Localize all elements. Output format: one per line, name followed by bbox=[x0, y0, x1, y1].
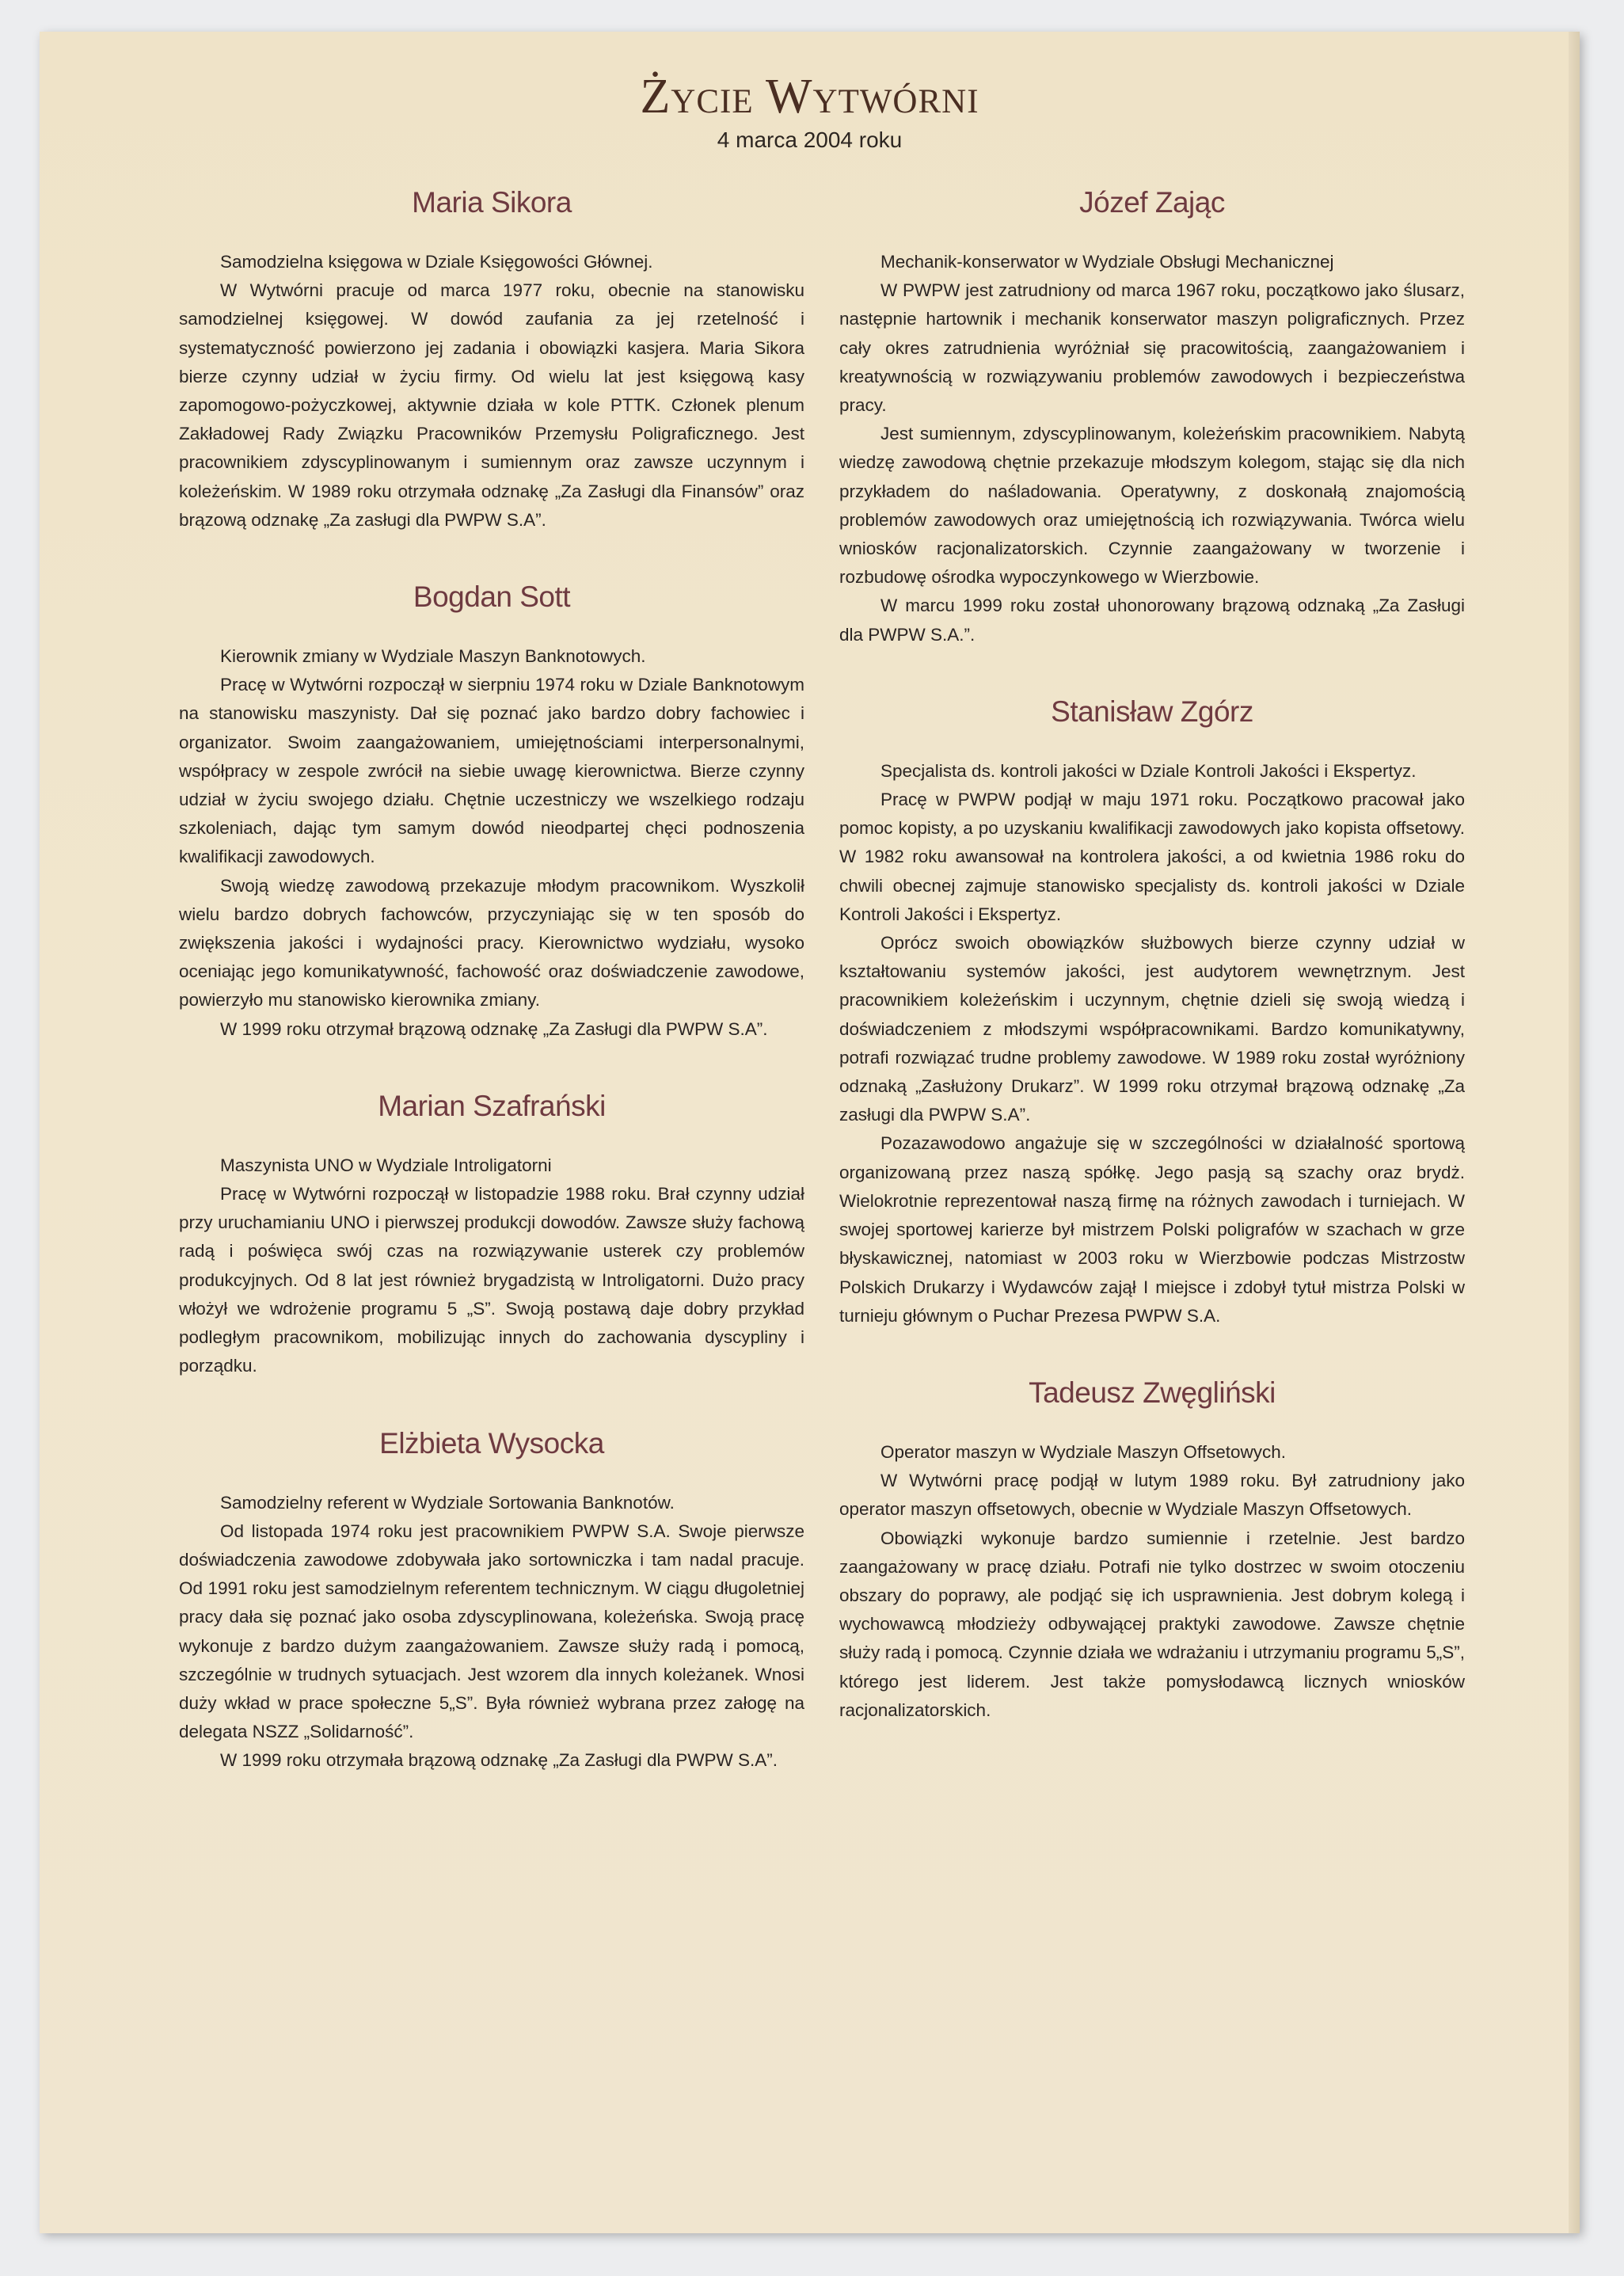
right-column bbox=[839, 186, 1465, 1771]
profile-section bbox=[179, 1427, 804, 1776]
profile-name: Elżbieta Wysocka bbox=[379, 1426, 604, 1460]
profile-section bbox=[179, 580, 804, 1044]
masthead bbox=[40, 71, 1580, 153]
profile-paragraph: W 1999 roku otrzymał brązową odznakę „Za Zasługi dla PWPW S.A”. bbox=[220, 1018, 768, 1039]
profile-name: Maria Sikora bbox=[412, 186, 572, 219]
profile-role: Kierownik zmiany w Wydziale Maszyn Banknotowych. bbox=[220, 646, 646, 667]
profile-role: Samodzielny referent w Wydziale Sortowania Banknotów. bbox=[220, 1492, 675, 1513]
masthead-date: 4 marca 2004 roku bbox=[717, 128, 903, 153]
profile-section bbox=[179, 1090, 804, 1381]
profile-role: Operator maszyn w Wydziale Maszyn Offsetowych. bbox=[880, 1441, 1287, 1462]
profile-paragraph: Pracę w Wytwórni rozpoczął w listopadzie 1988 roku. Brał czynny udział przy uruchamianiu UNO i pierwszej produkcji dowodów. Zawsze służy fachową radą i poświęca swój czas na rozwiązywanie usterek czy problemów produkcyjnych. Od 8 lat jest również brygadzistą w Introligatorni. Dużo pracy włożył we wdrożenie programu 5 „S”. Swoją postawą daje dobry przykład podległym pracownikom, mobilizując innych do zachowania dyscypliny i porządku. bbox=[179, 1184, 804, 1376]
profile-role: Specjalista ds. kontroli jakości w Dziale Kontroli Jakości i Ekspertyz. bbox=[880, 760, 1417, 781]
profile-paragraph: Oprócz swoich obowiązków służbowych bierze czynny udział w kształtowaniu systemów jakości, jest audytorem wewnętrznym. Jest pracownikiem koleżeńskim i uczynnym, chętnie dzieli się swoją wiedzą i doświadczeniem z młodszymi współpracownikami. Bardzo komunikatywny, potrafi rozwiązać trudne problemy zawodowe. W 1989 roku został wyróżniony odznaką „Zasłużony Drukarz”. W 1999 roku otrzymał brązową odznakę „Za zasługi dla PWPW S.A”. bbox=[839, 933, 1465, 1125]
profile-paragraph: Pozazawodowo angażuje się w szczególności w działalność sportową organizowaną przez naszą spółkę. Jego pasją są szachy oraz brydż. Wielokrotnie reprezentował naszą firmę na różnych zawodach i turniejach. W swojej sportowej karierze był mistrzem Polski poligrafów w szachach w grze błyskawicznej, natomiast w 2003 roku w Wierzbowie podczas Mistrzostw Polskich Drukarzy i Wydawców zajął I miejsce i zdobył tytuł mistrza Polski w turnieju głównym o Puchar Prezesa PWPW S.A. bbox=[839, 1133, 1465, 1326]
document-page bbox=[40, 32, 1580, 2233]
profile-paragraph: W Wytwórni pracę podjął w lutym 1989 roku. Był zatrudniony jako operator maszyn offsetowych, obecnie w Wydziale Maszyn Offsetowych. bbox=[839, 1471, 1465, 1520]
profile-paragraph: Swoją wiedzę zawodową przekazuje młodym pracownikom. Wyszkolił wielu bardzo dobrych fachowców, przyczyniając się w ten sposób do zwiększenia jakości i wydajności pracy. Kierownictwo wydziału, wysoko oceniając jego komunikatywność, fachowość oraz doświadczenie zawodowe, powierzyło mu stanowisko kierownika zmiany. bbox=[179, 875, 804, 1010]
profile-paragraph: Pracę w PWPW podjął w maju 1971 roku. Początkowo pracował jako pomoc kopisty, a po uzyskaniu kwalifikacji zawodowych jako kopista offsetowy. W 1982 roku awansował na kontrolera jakości, a od kwietnia 1986 roku do chwili obecnej zajmuje stanowisko specjalisty ds. kontroli jakości w Dziale Kontroli Jakości i Ekspertyz. bbox=[839, 790, 1465, 924]
profile-paragraph: W 1999 roku otrzymała brązową odznakę „Za Zasługi dla PWPW S.A”. bbox=[220, 1750, 778, 1771]
profile-paragraph: W PWPW jest zatrudniony od marca 1967 roku, początkowo jako ślusarz, następnie hartownik i mechanik konserwator maszyn poligraficznych. Przez cały okres zatrudnienia wyróżniał się pracowitością, zaangażowaniem i kreatywnością w rozwiązywaniu problemów zawodowych i bezpieczeństwa pracy. bbox=[839, 280, 1465, 416]
masthead-title: Życie Wytwórni bbox=[640, 70, 979, 124]
profile-section bbox=[179, 186, 804, 535]
profile-name: Bogdan Sott bbox=[413, 580, 571, 614]
page-edge bbox=[1569, 32, 1580, 2233]
profile-name: Marian Szafrański bbox=[378, 1089, 606, 1122]
profile-name: Stanisław Zgórz bbox=[1051, 695, 1253, 728]
profile-paragraph: Jest sumiennym, zdyscyplinowanym, koleżeńskim pracownikiem. Nabytą wiedzę zawodową chętnie przekazuje młodszym kolegom, stając się dla nich przykładem do naśladowania. Operatywny, z doskonałą znajomością problemów zawodowych oraz umiejętnością ich rozwiązywania. Twórca wielu wniosków racjonalizatorskich. Czynnie zaangażowany w tworzenie i rozbudowę ośrodka wypoczynkowego w Wierzbowie. bbox=[839, 424, 1465, 588]
profile-section bbox=[839, 1376, 1465, 1725]
profile-paragraph: Obowiązki wykonuje bardzo sumiennie i rzetelnie. Jest bardzo zaangażowany w pracę działu. Potrafi nie tylko dostrzec w swoim otoczeniu obszary do poprawy, ale podjąć się ich usprawnienia. Jest dobrym kolegą i wychowawcą młodzieży odbywającej praktyki zawodowe. Zawsze chętnie służy radą i pomocą. Czynnie działa we wdrażaniu i utrzymaniu programu 5„S”, którego jest liderem. Jest także pomysłodawcą licznych wniosków racjonalizatorskich. bbox=[839, 1528, 1465, 1720]
left-column bbox=[179, 186, 804, 1821]
profile-section bbox=[839, 695, 1465, 1330]
profile-section bbox=[839, 186, 1465, 649]
profile-paragraph: Pracę w Wytwórni rozpoczął w sierpniu 1974 roku w Dziale Banknotowym na stanowisku maszynisty. Dał się poznać jako bardzo dobry fachowiec i organizator. Swoim zaangażowaniem, umiejętnościami interpersonalnymi, współpracy w zespole zwrócił na siebie uwagę kierownictwa. Bierze czynny udział w życiu swojego działu. Chętnie uczestniczy we wszelkiego rodzaju szkoleniach, dając tym samym dowód nieodpartej chęci podnoszenia kwalifikacji zawodowych. bbox=[179, 675, 804, 867]
profile-paragraph: W Wytwórni pracuje od marca 1977 roku, obecnie na stanowisku samodzielnej księgowej. W dowód zaufania za jej rzetelność i systematyczność powierzono jej zadania i obowiązki kasjera. Maria Sikora bierze czynny udział w życiu firmy. Od wielu lat jest księgową kasy zapomogowo-pożyczkowej, aktywnie działa w kole PTTK. Członek plenum Zakładowej Rady Związku Pracowników Przemysłu Poligraficznego. Jest pracownikiem zdyscyplinowanym i sumiennym oraz zawsze uczynnym i koleżeńskim. W 1989 roku otrzymała odznakę „Za Zasługi dla Finansów” oraz brązową odznakę „Za zasługi dla PWPW S.A”. bbox=[179, 280, 804, 530]
profile-role: Maszynista UNO w Wydziale Introligatorni bbox=[220, 1155, 552, 1175]
profile-name: Józef Zając bbox=[1079, 186, 1225, 219]
profile-paragraph: Od listopada 1974 roku jest pracownikiem PWPW S.A. Swoje pierwsze doświadczenia zawodowe zdobywała jako sortowniczka i tam nadal pracuje. Od 1991 roku jest samodzielnym referentem technicznym. W ciągu długoletniej pracy dała się poznać jako osoba zdyscyplinowana, koleżeńska. Swoją pracę wykonuje z bardzo dużym zaangażowaniem. Zawsze służy radą i pomocą, szczególnie w trudnych sytuacjach. Jest wzorem dla innych koleżanek. Wnosi duży wkład w prace społeczne 5„S”. Była również wybrana przez załogę na delegata NSZZ „Solidarność”. bbox=[179, 1521, 804, 1742]
profile-role: Samodzielna księgowa w Dziale Księgowości Głównej. bbox=[220, 252, 653, 272]
profile-role: Mechanik-konserwator w Wydziale Obsługi Mechanicznej bbox=[880, 252, 1334, 272]
profile-paragraph: W marcu 1999 roku został uhonorowany brązową odznaką „Za Zasługi dla PWPW S.A.”. bbox=[839, 596, 1465, 645]
profile-name: Tadeusz Zwęgliński bbox=[1029, 1376, 1276, 1409]
